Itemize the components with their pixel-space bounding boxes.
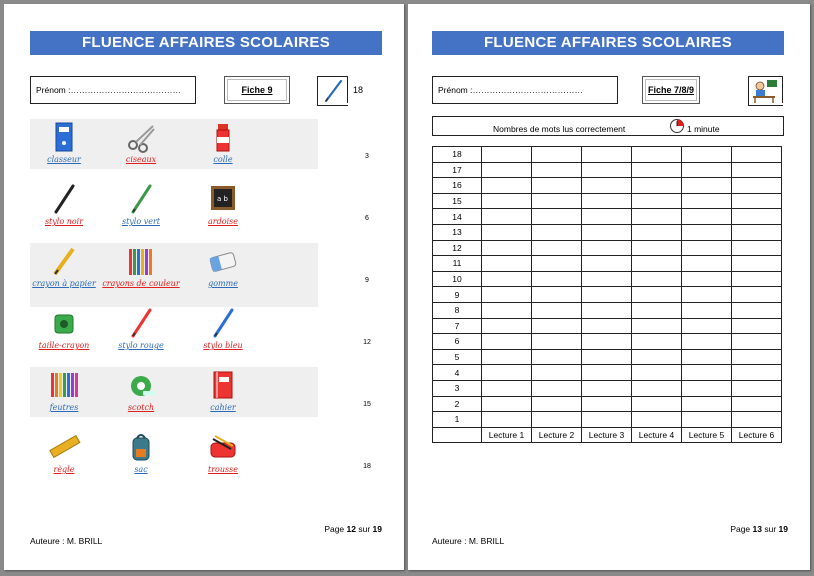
score-cell[interactable]	[582, 302, 632, 318]
score-level: 6	[433, 334, 482, 350]
score-cell[interactable]	[482, 209, 532, 225]
score-cell[interactable]	[732, 334, 782, 350]
score-cell[interactable]	[682, 224, 732, 240]
slate-icon	[205, 183, 241, 215]
score-cell[interactable]	[732, 412, 782, 428]
score-cell[interactable]	[682, 271, 732, 287]
student-icon-box	[748, 76, 783, 106]
vocabulary-word: sac	[134, 465, 148, 474]
score-level: 2	[433, 396, 482, 412]
reading-column-label: Lecture 5	[682, 427, 732, 442]
score-cell[interactable]	[482, 178, 532, 194]
score-cell[interactable]	[582, 365, 632, 381]
vocabulary-item	[101, 431, 181, 477]
score-cell[interactable]	[682, 380, 732, 396]
score-cell[interactable]	[532, 349, 582, 365]
score-row	[433, 147, 782, 163]
score-row	[433, 302, 782, 318]
vocabulary-item	[183, 369, 263, 415]
score-cell[interactable]	[482, 287, 532, 303]
right-page-title: FLUENCE AFFAIRES SCOLAIRES	[432, 31, 784, 55]
score-cell[interactable]	[532, 224, 582, 240]
score-cell[interactable]	[632, 240, 682, 256]
vocabulary-item	[24, 121, 104, 167]
score-cell[interactable]	[582, 396, 632, 412]
reading-table-title: Nombres de mots lus correctement	[493, 124, 626, 134]
right-author: Auteure : M. BRILL	[432, 536, 505, 546]
score-cell[interactable]	[482, 256, 532, 272]
score-level: 9	[433, 287, 482, 303]
left-fiche-label: Fiche 9	[224, 76, 290, 104]
score-cell[interactable]	[632, 271, 682, 287]
score-cell[interactable]	[582, 380, 632, 396]
score-cell[interactable]	[482, 318, 532, 334]
pencil-icon	[46, 245, 82, 277]
vocabulary-item	[101, 307, 181, 353]
score-cell[interactable]	[682, 256, 732, 272]
score-level: 12	[433, 240, 482, 256]
score-cell[interactable]	[482, 162, 532, 178]
right-page	[408, 4, 810, 570]
vocabulary-word: crayons de couleur	[102, 279, 180, 288]
score-cell[interactable]	[482, 302, 532, 318]
score-cell[interactable]	[682, 349, 732, 365]
score-cell[interactable]	[532, 209, 582, 225]
svg-text:a b: a b	[217, 195, 228, 203]
score-cell[interactable]	[732, 365, 782, 381]
score-cell[interactable]	[532, 365, 582, 381]
score-cell[interactable]	[632, 178, 682, 194]
vocabulary-word: cahier	[210, 403, 236, 412]
score-row	[433, 349, 782, 365]
score-row	[433, 224, 782, 240]
glue-icon	[205, 121, 241, 153]
word-count: 18	[353, 85, 364, 95]
vocabulary-word: ardoise	[208, 217, 238, 226]
eraser-icon	[205, 245, 241, 277]
score-level: 15	[433, 193, 482, 209]
score-cell[interactable]	[732, 209, 782, 225]
timer-label: 1 minute	[687, 124, 720, 134]
score-cell[interactable]	[682, 318, 732, 334]
score-row	[433, 193, 782, 209]
score-cell[interactable]	[682, 334, 732, 350]
score-cell[interactable]	[732, 178, 782, 194]
score-cell[interactable]	[532, 287, 582, 303]
score-cell[interactable]	[532, 256, 582, 272]
score-cell[interactable]	[682, 365, 732, 381]
backpack-icon	[123, 431, 159, 463]
score-cell[interactable]	[482, 240, 532, 256]
score-row	[433, 334, 782, 350]
score-cell[interactable]	[532, 396, 582, 412]
vocabulary-item	[183, 245, 263, 291]
score-cell[interactable]	[532, 318, 582, 334]
score-cell[interactable]	[732, 396, 782, 412]
score-cell[interactable]	[532, 334, 582, 350]
score-cell[interactable]	[732, 193, 782, 209]
sharpener-icon	[46, 307, 82, 339]
score-row	[433, 178, 782, 194]
reading-column-label: Lecture 4	[632, 427, 682, 442]
tape-icon	[123, 369, 159, 401]
score-cell[interactable]	[532, 178, 582, 194]
reading-column-label: Lecture 6	[732, 427, 782, 442]
score-row	[433, 256, 782, 272]
vocabulary-word: stylo rouge	[118, 341, 164, 350]
score-cell[interactable]	[632, 147, 682, 163]
score-cell[interactable]	[732, 318, 782, 334]
score-cell[interactable]	[732, 349, 782, 365]
score-cell[interactable]	[532, 271, 582, 287]
score-cell[interactable]	[582, 318, 632, 334]
score-cell[interactable]	[632, 318, 682, 334]
green-pen-icon	[123, 183, 159, 215]
red-pen-icon	[123, 307, 159, 339]
score-level: 5	[433, 349, 482, 365]
vocabulary-item	[101, 245, 181, 291]
reading-column-label: Lecture 1	[482, 427, 532, 442]
score-cell[interactable]	[732, 240, 782, 256]
vocabulary-word: règle	[53, 465, 75, 474]
score-level: 10	[433, 271, 482, 287]
score-cell[interactable]	[532, 147, 582, 163]
score-row	[433, 240, 782, 256]
score-cell[interactable]	[732, 162, 782, 178]
score-level: 17	[433, 162, 482, 178]
score-cell[interactable]	[582, 334, 632, 350]
score-cell[interactable]	[632, 380, 682, 396]
score-level: 16	[433, 178, 482, 194]
vocabulary-item	[24, 183, 104, 229]
score-cell[interactable]	[582, 162, 632, 178]
score-row	[433, 271, 782, 287]
score-cell[interactable]	[682, 412, 732, 428]
vocabulary-word: crayon à papier	[32, 279, 96, 288]
score-cell[interactable]	[482, 396, 532, 412]
score-cell[interactable]	[482, 365, 532, 381]
vocabulary-word: taille-crayon	[38, 341, 90, 350]
ruler-icon	[46, 431, 82, 463]
score-cell[interactable]	[482, 380, 532, 396]
score-cell[interactable]	[732, 380, 782, 396]
score-level: 1	[433, 412, 482, 428]
reading-column-label: Lecture 2	[532, 427, 582, 442]
vocabulary-word: trousse	[208, 465, 238, 474]
vocabulary-item	[183, 431, 263, 477]
black-pen-icon	[46, 183, 82, 215]
score-cell[interactable]	[632, 396, 682, 412]
score-cell[interactable]	[682, 178, 732, 194]
left-author: Auteure : M. BRILL	[30, 536, 103, 546]
row-word-count: 6	[365, 215, 369, 222]
score-cell[interactable]	[682, 287, 732, 303]
score-cell[interactable]	[682, 240, 732, 256]
score-cell[interactable]	[482, 349, 532, 365]
vocabulary-item	[24, 307, 104, 353]
score-row	[433, 396, 782, 412]
score-cell[interactable]	[582, 349, 632, 365]
score-level: 3	[433, 380, 482, 396]
score-cell[interactable]	[582, 412, 632, 428]
word-count-box	[317, 76, 348, 106]
score-cell[interactable]	[732, 302, 782, 318]
vocabulary-item	[24, 369, 104, 415]
column-header-row	[433, 427, 782, 442]
score-cell[interactable]	[632, 302, 682, 318]
vocabulary-word: feutres	[49, 403, 79, 412]
score-row	[433, 209, 782, 225]
score-level: 11	[433, 256, 482, 272]
pen-icon	[320, 78, 346, 104]
score-cell[interactable]	[732, 224, 782, 240]
score-cell[interactable]	[732, 147, 782, 163]
vocabulary-word: classeur	[47, 155, 81, 164]
vocabulary-item	[24, 245, 104, 291]
score-cell[interactable]	[632, 412, 682, 428]
score-cell[interactable]	[732, 256, 782, 272]
score-cell[interactable]	[732, 271, 782, 287]
row-word-count: 12	[363, 339, 371, 346]
pencil-case-icon	[205, 431, 241, 463]
score-cell[interactable]	[532, 302, 582, 318]
score-level: 4	[433, 365, 482, 381]
binder-icon	[46, 121, 82, 153]
vocabulary-word: scotch	[127, 403, 155, 412]
score-cell[interactable]	[532, 240, 582, 256]
score-cell[interactable]	[482, 412, 532, 428]
right-page-number: Page 13 sur 19	[730, 524, 788, 534]
reading-table-header	[432, 116, 784, 136]
score-cell[interactable]	[482, 334, 532, 350]
score-cell[interactable]	[582, 256, 632, 272]
vocabulary-item	[101, 369, 181, 415]
vocabulary-item	[101, 183, 181, 229]
vocabulary-word: colle	[213, 155, 233, 164]
vocabulary-item	[183, 307, 263, 353]
score-level: 7	[433, 318, 482, 334]
score-cell[interactable]	[632, 334, 682, 350]
row-word-count: 15	[363, 401, 371, 408]
score-cell[interactable]	[582, 287, 632, 303]
score-cell[interactable]	[482, 147, 532, 163]
vocabulary-item	[183, 183, 263, 229]
score-row	[433, 412, 782, 428]
vocabulary-word: stylo vert	[121, 217, 161, 226]
row-word-count: 9	[365, 277, 369, 284]
score-cell[interactable]	[482, 193, 532, 209]
score-cell[interactable]	[632, 287, 682, 303]
score-cell[interactable]	[532, 412, 582, 428]
score-cell[interactable]	[582, 178, 632, 194]
score-level: 13	[433, 224, 482, 240]
reading-column-label: Lecture 3	[582, 427, 632, 442]
score-cell[interactable]	[532, 193, 582, 209]
score-cell[interactable]	[682, 147, 732, 163]
score-cell[interactable]	[582, 271, 632, 287]
score-cell[interactable]	[632, 193, 682, 209]
left-prenom-field[interactable]: Prénom :…………………………………	[30, 76, 196, 104]
score-cell[interactable]	[532, 162, 582, 178]
score-row	[433, 287, 782, 303]
score-cell[interactable]	[632, 209, 682, 225]
score-cell[interactable]	[682, 302, 732, 318]
score-cell[interactable]	[482, 271, 532, 287]
vocabulary-word: stylo noir	[44, 217, 84, 226]
vocabulary-item	[183, 121, 263, 167]
scissors-icon	[123, 121, 159, 153]
vocabulary-word: stylo bleu	[203, 341, 243, 350]
row-word-count: 3	[365, 153, 369, 160]
score-cell[interactable]	[582, 224, 632, 240]
row-word-count: 18	[363, 463, 371, 470]
score-cell[interactable]	[632, 349, 682, 365]
score-cell[interactable]	[732, 287, 782, 303]
score-cell[interactable]	[582, 147, 632, 163]
clock-icon	[669, 118, 685, 134]
score-cell[interactable]	[582, 240, 632, 256]
score-cell[interactable]	[632, 224, 682, 240]
left-page	[4, 4, 404, 570]
vocabulary-item	[24, 431, 104, 477]
score-level: 14	[433, 209, 482, 225]
blue-pen-icon	[205, 307, 241, 339]
vocabulary-word: gomme	[208, 279, 238, 288]
right-fiche-label: Fiche 7/8/9	[642, 76, 700, 104]
markers-icon	[46, 369, 82, 401]
score-cell[interactable]	[582, 209, 632, 225]
vocabulary-word: ciseaux	[125, 155, 157, 164]
score-cell[interactable]	[632, 365, 682, 381]
empty-corner-cell	[433, 427, 482, 442]
score-cell[interactable]	[682, 209, 732, 225]
score-cell[interactable]	[482, 224, 532, 240]
student-desk-icon	[750, 78, 780, 104]
score-level: 8	[433, 302, 482, 318]
score-table	[432, 146, 782, 443]
score-level: 18	[433, 147, 482, 163]
score-cell[interactable]	[682, 396, 732, 412]
notebook-icon	[205, 369, 241, 401]
score-cell[interactable]	[532, 380, 582, 396]
right-prenom-field[interactable]: Prénom :…………………………………	[432, 76, 618, 104]
score-cell[interactable]	[632, 162, 682, 178]
colored-pencils-icon	[123, 245, 159, 277]
left-page-number: Page 12 sur 19	[324, 524, 382, 534]
score-cell[interactable]	[682, 193, 732, 209]
score-row	[433, 162, 782, 178]
score-row	[433, 365, 782, 381]
score-cell[interactable]	[632, 256, 682, 272]
score-row	[433, 380, 782, 396]
left-page-title: FLUENCE AFFAIRES SCOLAIRES	[30, 31, 382, 55]
score-cell[interactable]	[582, 193, 632, 209]
score-cell[interactable]	[682, 162, 732, 178]
score-row	[433, 318, 782, 334]
vocabulary-item	[101, 121, 181, 167]
